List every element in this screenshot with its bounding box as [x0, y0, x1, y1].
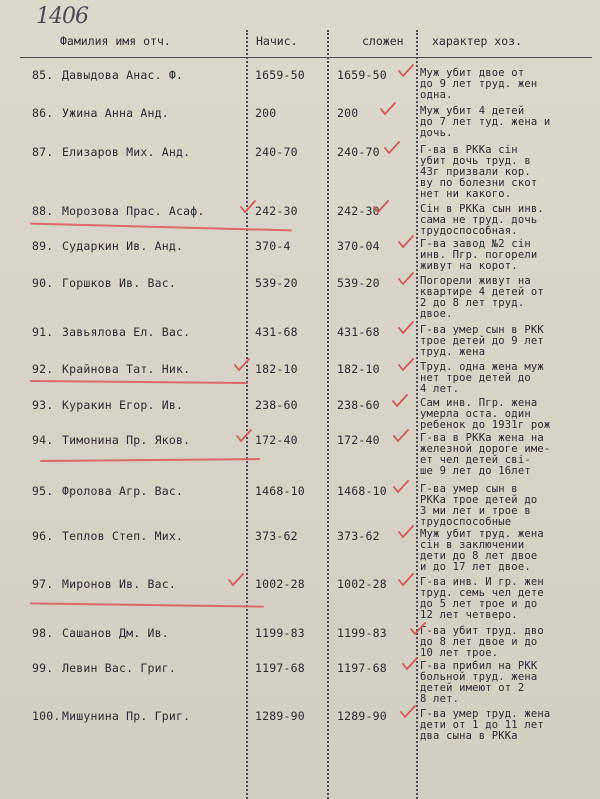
description-line: Сін в РККа сын инв. [420, 203, 544, 215]
row-number: 95. [32, 484, 54, 498]
description-line: дети до 8 лет двое [420, 550, 538, 562]
person-name: Сударкин Ив. Анд. [62, 239, 184, 253]
person-name: Ужина Анна Анд. [62, 106, 169, 120]
description-line: Г-ва умер сын в [420, 483, 518, 495]
person-name: Миронов Ив. Вас. [62, 577, 176, 591]
check-mark-icon [398, 64, 414, 78]
description-line: до 7 лет туд. жена и [420, 116, 551, 128]
header-start: Начис. [256, 34, 298, 48]
column-divider [327, 30, 329, 799]
charged-amount: 182-10 [255, 362, 298, 376]
description-line: инв. Пгр. погорели [420, 249, 538, 261]
person-name: Давыдова Анас. Ф. [62, 68, 184, 82]
description-line: Г-ва инв. И гр. жен [420, 576, 544, 588]
header-name: Фамилия имя отч. [60, 34, 171, 48]
charged-amount: 1002-28 [255, 577, 305, 591]
description-line: 10 лет трое. [420, 647, 499, 659]
header-rule [20, 57, 592, 58]
charged-amount: 242-30 [255, 204, 298, 218]
row-number: 85. [32, 68, 54, 82]
folded-amount: 373-62 [337, 529, 380, 543]
description-line: до 5 лет трое и до [420, 598, 538, 610]
check-mark-icon [402, 657, 418, 671]
row-number: 89. [32, 239, 54, 253]
check-mark-icon [236, 429, 252, 443]
description-line: Г-ва умер сын в РКК [420, 324, 544, 336]
household-description [420, 398, 600, 431]
charged-amount: 238-60 [255, 398, 298, 412]
charged-amount: 200 [255, 106, 277, 120]
check-mark-icon [380, 102, 396, 116]
description-line: детей имеют от 2 [420, 682, 525, 694]
description-line: убит дочь труд. в [420, 155, 531, 167]
row-number: 92. [32, 362, 54, 376]
household-description [420, 577, 600, 621]
folded-amount: 200 [337, 106, 359, 120]
description-line: до 8 лет двое и до [420, 636, 538, 648]
folded-amount: 1002-28 [337, 577, 387, 591]
description-line: Муж убит труд. жена [420, 528, 544, 540]
description-line: сама не труд. дочь [420, 214, 538, 226]
description-line: 3 ми лет и трое в [420, 505, 531, 517]
household-description [420, 106, 600, 139]
check-mark-icon [398, 358, 414, 372]
folded-amount: 182-10 [337, 362, 380, 376]
folded-amount: 1289-90 [337, 709, 387, 723]
description-line: 4 лет. [420, 383, 460, 395]
check-mark-icon [392, 394, 408, 408]
household-description [420, 204, 600, 237]
folded-amount: 370-04 [337, 239, 380, 253]
household-description [420, 529, 600, 573]
row-number: 90. [32, 276, 54, 290]
description-line: дочь. [420, 127, 453, 139]
description-line: Г-ва умер труд. жена [420, 708, 551, 720]
row-number: 91. [32, 325, 54, 339]
description-line: Г-ва прибил на РКК [420, 660, 538, 672]
row-number: 100. [32, 709, 61, 723]
check-mark-icon [398, 525, 414, 539]
charged-amount: 172-40 [255, 433, 298, 447]
description-line: 2 до 8 лет труд. [420, 297, 525, 309]
description-line: умерла оста. один [420, 408, 531, 420]
person-name: Левин Вас. Григ. [62, 661, 176, 675]
folded-amount: 172-40 [337, 433, 380, 447]
column-divider [416, 30, 418, 799]
household-description [420, 276, 600, 320]
row-number: 87. [32, 145, 54, 159]
description-line: Муж убит двое от [420, 67, 525, 79]
description-line: железной дороге име- [420, 443, 551, 455]
check-mark-icon [393, 429, 409, 443]
charged-amount: 1289-90 [255, 709, 305, 723]
check-mark-icon [393, 480, 409, 494]
person-name: Куракин Егор. Ив. [62, 398, 184, 412]
check-mark-icon [398, 573, 414, 587]
description-line: Г-ва завод №2 сін [420, 238, 531, 250]
description-line: Муж убит 4 детей [420, 105, 525, 117]
description-line: труд. семь чел дете [420, 587, 544, 599]
description-line: трудоспособная. [420, 225, 518, 237]
description-line: ше 9 лет до 16лет [420, 465, 531, 477]
person-name: Крайнова Тат. Ник. [62, 362, 191, 376]
folded-amount: 238-60 [337, 398, 380, 412]
description-line: дети от 1 до 11 лет [420, 719, 544, 731]
person-name: Мишунина Пр. Григ. [62, 709, 191, 723]
pencil-underline [30, 223, 292, 232]
person-name: Горшков Ив. Вас. [62, 276, 176, 290]
description-line: Г-ва в РККа сін [420, 144, 518, 156]
description-line: до 9 лет труд. жен [420, 78, 538, 90]
description-line: трудоспособные [420, 516, 512, 528]
check-mark-icon [373, 200, 389, 214]
description-line: живут на корот. [420, 260, 518, 272]
row-number: 94. [32, 433, 54, 447]
description-line: труд. жена [420, 346, 486, 358]
description-line: РККа трое детей до [420, 494, 538, 506]
description-line: Г-ва в РККа жена на [420, 432, 544, 444]
check-mark-icon [410, 622, 426, 636]
charged-amount: 1197-68 [255, 661, 305, 675]
check-mark-icon [240, 200, 256, 214]
check-mark-icon [234, 358, 250, 372]
person-name: Фролова Агр. Вас. [62, 484, 184, 498]
pencil-underline [40, 458, 260, 462]
description-line: квартире 4 детей от [420, 286, 544, 298]
person-name: Морозова Прас. Асаф. [62, 204, 205, 218]
folded-amount: 539-20 [337, 276, 380, 290]
header-folded: сложен [362, 34, 404, 48]
description-line: больной труд. жена [420, 671, 538, 683]
household-description [420, 433, 600, 477]
description-line: одна. [420, 89, 453, 101]
archive-number: 1406 [36, 4, 88, 29]
folded-amount: 431-68 [337, 325, 380, 339]
person-name: Завьялова Ел. Вас. [62, 325, 191, 339]
check-mark-icon [384, 141, 400, 155]
charged-amount: 1468-10 [255, 484, 305, 498]
description-line: два сына в РККа [420, 730, 518, 742]
household-description [420, 362, 600, 395]
charged-amount: 539-20 [255, 276, 298, 290]
description-line: трое детей до 9 лет [420, 335, 544, 347]
description-line: нет трое детей до [420, 372, 531, 384]
check-mark-icon [398, 321, 414, 335]
person-name: Сашанов Дм. Ив. [62, 626, 169, 640]
row-number: 97. [32, 577, 54, 591]
household-description [420, 239, 600, 272]
description-line: Сам инв. Пгр. жена [420, 397, 538, 409]
description-line: 8 лет. [420, 693, 460, 705]
household-description [420, 68, 600, 101]
household-description [420, 626, 600, 659]
check-mark-icon [398, 272, 414, 286]
folded-amount: 240-70 [337, 145, 380, 159]
description-line: ребенок до 1931г рож [420, 419, 551, 431]
household-description [420, 484, 600, 528]
charged-amount: 431-68 [255, 325, 298, 339]
pencil-underline [30, 602, 264, 607]
row-number: 86. [32, 106, 54, 120]
pencil-underline [30, 380, 248, 384]
column-divider [246, 30, 248, 799]
description-line: Г-ва убит труд. дво [420, 625, 544, 637]
folded-amount: 242-30 [337, 204, 380, 218]
description-line: Погорели живут на [420, 275, 531, 287]
charged-amount: 373-62 [255, 529, 298, 543]
check-mark-icon [228, 573, 244, 587]
description-line: Труд. одна жена муж [420, 361, 544, 373]
row-number: 88. [32, 204, 54, 218]
description-line: нет ни какого. [420, 188, 512, 200]
check-mark-icon [400, 705, 416, 719]
folded-amount: 1197-68 [337, 661, 387, 675]
household-description [420, 145, 600, 200]
folded-amount: 1468-10 [337, 484, 387, 498]
charged-amount: 370-4 [255, 239, 291, 253]
household-description [420, 325, 600, 358]
charged-amount: 1659-50 [255, 68, 305, 82]
description-line: 43г призвали кор. [420, 166, 531, 178]
row-number: 96. [32, 529, 54, 543]
household-description [420, 661, 600, 705]
description-line: ву по болезни скот [420, 177, 538, 189]
row-number: 99. [32, 661, 54, 675]
description-line: сін в заключении [420, 539, 525, 551]
description-line: и до 17 лет двое. [420, 561, 531, 573]
folded-amount: 1199-83 [337, 626, 387, 640]
charged-amount: 240-70 [255, 145, 298, 159]
check-mark-icon [398, 235, 414, 249]
person-name: Тимонина Пр. Яков. [62, 433, 191, 447]
person-name: Елизаров Мих. Анд. [62, 145, 191, 159]
row-number: 98. [32, 626, 54, 640]
charged-amount: 1199-83 [255, 626, 305, 640]
description-line: 12 лет четверо. [420, 609, 518, 621]
folded-amount: 1659-50 [337, 68, 387, 82]
row-number: 93. [32, 398, 54, 412]
description-line: ет чел детей сві- [420, 454, 531, 466]
description-line: двое. [420, 308, 453, 320]
person-name: Теплов Степ. Мих. [62, 529, 184, 543]
header-character: характер хоз. [432, 34, 523, 48]
household-description [420, 709, 600, 742]
